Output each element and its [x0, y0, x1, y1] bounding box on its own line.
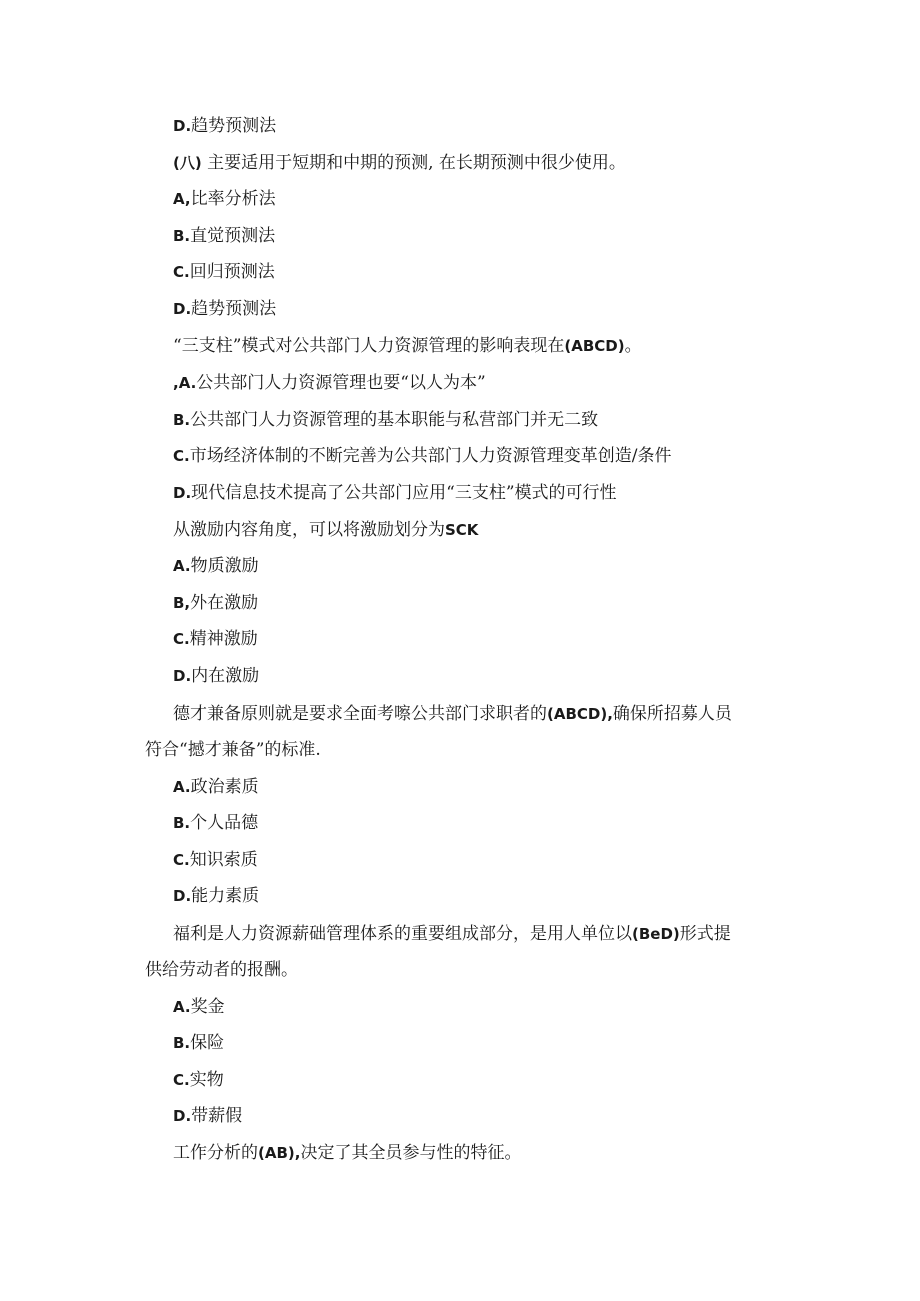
option-text: 现代信息技术提高了公共部门应用“三支柱”模式的可行性 — [191, 483, 617, 503]
option-letter: B. — [173, 227, 191, 245]
question-text: 德才兼备原则就是要求全面考嚓公共部门求职者的 — [173, 704, 547, 724]
question-line — [173, 334, 642, 358]
option-letter: A. — [173, 557, 191, 575]
question-text-end: 决定了其全员参与性的特征。 — [300, 1143, 522, 1163]
option-letter: ,A. — [173, 374, 197, 392]
option-text: 个人品德 — [190, 813, 259, 833]
option-text: 公共部门人力资源管理的基本职能与私营部门并无二致 — [190, 410, 599, 430]
option-line — [173, 187, 276, 211]
question-line — [173, 922, 731, 946]
option-letter: D. — [173, 484, 192, 502]
option-text: 政治素质 — [190, 777, 259, 797]
question-number: (八) — [173, 154, 202, 172]
option-letter: C. — [173, 263, 190, 281]
option-line — [173, 297, 276, 321]
question-line — [173, 1141, 521, 1165]
option-line — [173, 114, 276, 138]
option-letter: D. — [173, 1107, 192, 1125]
option-line — [173, 224, 275, 248]
question-line — [173, 151, 626, 175]
question-text: 工作分析的 — [173, 1143, 258, 1163]
option-text: 直觉预测法 — [190, 226, 276, 246]
question-text: 从激励内容角度，可以将激励划分为 — [173, 520, 445, 540]
question-line-continued — [145, 958, 298, 982]
option-letter: C. — [173, 851, 190, 869]
question-line — [173, 702, 732, 726]
option-line — [173, 408, 598, 432]
option-letter: D. — [173, 667, 192, 685]
option-line — [173, 995, 225, 1019]
option-letter: A. — [173, 998, 191, 1016]
option-text: 精神激励 — [189, 629, 258, 649]
option-text: 带薪假 — [191, 1106, 243, 1126]
answer-key: (AB), — [258, 1144, 301, 1162]
option-text: 物质激励 — [190, 556, 259, 576]
option-line — [173, 627, 258, 651]
option-line — [173, 444, 671, 468]
option-line — [173, 775, 259, 799]
option-text: 能力素质 — [191, 886, 260, 906]
option-text: 回归预测法 — [189, 262, 275, 282]
option-text: 公共部门人力资源管理也要“以人为本” — [196, 373, 486, 393]
option-text: 趋势预测法 — [191, 299, 277, 319]
option-text: 知识索质 — [189, 850, 258, 870]
option-line — [173, 811, 258, 835]
option-line — [173, 1031, 224, 1055]
option-letter: C. — [173, 1071, 190, 1089]
option-line — [173, 1068, 224, 1092]
question-text: 福利是人力资源薪础管理体系的重要组成部分，是用人单位以 — [173, 924, 632, 944]
option-text: 奖金 — [190, 997, 225, 1017]
option-letter: D. — [173, 117, 192, 135]
question-line — [173, 518, 478, 542]
answer-key: (ABCD) — [564, 337, 625, 355]
option-text: 市场经济体制的不断完善为公共部门人力资源管理变革创造/条件 — [189, 446, 672, 466]
question-text: “三支柱”模式对公共部门人力资源管理的影响表现在 — [173, 336, 565, 356]
option-line — [173, 260, 275, 284]
option-letter: A. — [173, 778, 191, 796]
option-letter: D. — [173, 300, 192, 318]
option-line — [173, 554, 259, 578]
question-text: 主要适用于短期和中期的预测, 在长期预测中很少使用。 — [207, 153, 626, 173]
option-line — [173, 591, 258, 615]
question-text-end: 。 — [624, 336, 642, 356]
option-line — [173, 1104, 242, 1128]
question-text: 符合“撼才兼备”的标准. — [145, 740, 321, 760]
option-text: 实物 — [189, 1070, 224, 1090]
question-text: 供给劳动者的报酬。 — [145, 960, 298, 980]
option-text: 外在激励 — [190, 593, 259, 613]
option-letter: D. — [173, 887, 192, 905]
option-line — [173, 884, 259, 908]
option-letter: C. — [173, 630, 190, 648]
question-text-end: 确保所招募人员 — [612, 704, 732, 724]
option-line — [173, 481, 617, 505]
answer-key: (BeD) — [632, 925, 680, 943]
option-text: 趋势预测法 — [191, 116, 277, 136]
option-line — [173, 848, 258, 872]
answer-key: (ABCD), — [547, 705, 613, 723]
option-line — [173, 664, 259, 688]
answer-key: SCK — [445, 521, 479, 539]
option-letter: A, — [173, 190, 191, 208]
option-text: 保险 — [190, 1033, 225, 1053]
option-text: 内在激励 — [191, 666, 260, 686]
option-text: 比率分析法 — [190, 189, 276, 209]
option-letter: B. — [173, 411, 191, 429]
question-line-continued — [145, 738, 321, 762]
option-letter: B. — [173, 1034, 191, 1052]
option-letter: B, — [173, 594, 191, 612]
option-line — [173, 371, 486, 395]
question-text-end: 形式提 — [679, 924, 731, 944]
option-letter: C. — [173, 447, 190, 465]
option-letter: B. — [173, 814, 191, 832]
